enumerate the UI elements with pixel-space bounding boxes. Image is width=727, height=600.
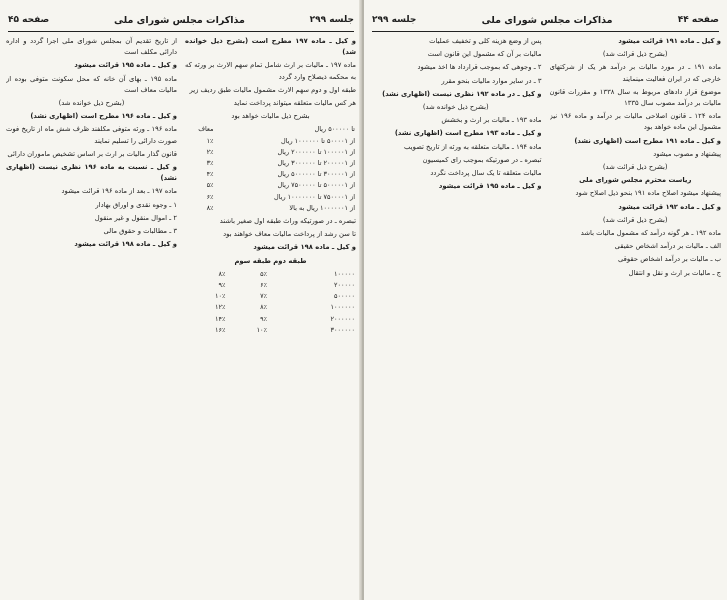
paragraph: و کیل ـ ماده ۱۹۳ مطرح است (اظهاری نشد) (394, 129, 542, 138)
table-caption: بشرح ذیل مالیات خواهد بود (231, 112, 310, 121)
rate-cell: ۱۰٪ (256, 325, 268, 334)
paragraph: موضوع قرار دادهای مربوط به سال ۱۳۳۸ و مقررات قانون مالیات بر درآمد مصوب سال ۱۳۳۵ (549, 87, 721, 108)
paragraph: ماده ۱۹۴ ـ مالیات متعلقه به ورثه از تاریخ تصویب (404, 142, 542, 151)
paragraph: ۲ ـ وجوهی که بموجب قرارداد ها اخذ میشود (417, 63, 542, 72)
paragraph: و کیل ـ در ماده ۱۹۲ نظری نیست (اظهاری نشد) (382, 89, 542, 98)
table-row (185, 325, 356, 336)
rate-cell: ۹٪ (260, 314, 268, 323)
text-column-left (370, 36, 542, 594)
left-page-columns (6, 36, 356, 594)
paragraph: تبصره ـ در صورتیکه وراث طبقه اول صغیر باشند (219, 217, 356, 226)
rate-cell: ۷٪ (260, 292, 268, 301)
paragraph: و کیل ـ ماده ۱۹۸ قرائت میشود (74, 240, 177, 249)
page-number: صفحه ۴۵ (8, 15, 50, 25)
paragraph: و کیل ـ ماده ۱۹۱ مطرح است (اظهاری نشد) (574, 136, 721, 145)
table-row (185, 180, 356, 191)
amount-cell: ۳۰۰۰۰۰۰ (330, 325, 355, 334)
paragraph: از تاریخ تقدیم آن بمجلس شورای ملی اجرا گردد و اداره دارائی مکلف است (6, 37, 177, 57)
amount-cell: ۲۰۰۰۰۰۰ (330, 314, 355, 323)
rate-cell: ۵٪ (206, 181, 214, 190)
amount-cell: ۱۰۰۰۰۰۰ (330, 303, 355, 312)
rate-cell: ۱۲٪ (215, 303, 226, 312)
table-row (185, 147, 356, 158)
bracket-cell: تا ۵۰۰۰۰۰ ریال (314, 125, 355, 134)
rate-cell: ۱۴٪ (215, 314, 226, 323)
paragraph: ماده ۱۹۲ ـ هر گونه درآمد که مشمول مالیات باشد (580, 229, 721, 238)
paragraph: و کیل ـ ماده ۱۹۷ مطرح است (بشرح ذیل خوانده شد) (185, 37, 356, 57)
paragraph: هر کس مالیات متعلقه میتواند پرداخت نماید (233, 99, 356, 108)
table-row (185, 302, 356, 313)
paragraph: و کیل ـ ماده ۱۹۸ قرائت میشود (253, 243, 356, 252)
paragraph: (بشرح ذیل قرائت شد) (602, 215, 668, 224)
amount-cell: ۱۰۰۰۰۰ (334, 269, 355, 278)
right-page (364, 0, 727, 600)
list-item: ج ـ مالیات بر ارث و نقل و انتقال (628, 268, 721, 277)
rate-cell: ۱٪ (206, 136, 214, 145)
bracket-cell: از ۲۰۰۰۰۰۱ تا ۳۰۰۰۰۰۰ ریال (277, 159, 355, 168)
rate-cell: ۸٪ (260, 303, 268, 312)
table-row (185, 280, 356, 291)
paragraph: (بشرح ذیل قرائت شد) (602, 50, 668, 59)
list-item: ۲ ـ اموال منقول و غیر منقول (94, 213, 177, 222)
table-row (185, 269, 356, 280)
page-title: مذاکرات مجلس شورای ملی (113, 14, 245, 26)
list-item: ۱ ـ وجوه نقدی و اوراق بهادار (95, 200, 177, 209)
paragraph: و کیل ـ ماده ۱۹۵ قرائت میشود (74, 61, 177, 70)
paragraph: تبصره ـ در صورتیکه بموجب رای کمیسیون (422, 155, 542, 164)
paragraph: ریاست محترم مجلس شورای ملی (579, 176, 692, 185)
list-item: ۳ ـ مطالبات و حقوق مالی (103, 227, 177, 236)
paragraph: ماده ۱۹۱ ـ در مورد مالیات بر درآمد هر یک از شرکتهای خارجی که در ایران فعالیت مینمایند (549, 63, 721, 83)
paragraph: پس از وضع هزینه کلی و تخفیف عملیات (429, 37, 542, 45)
paragraph: ماده ۱۹۳ ـ مالیات بر ارث و بخشش (441, 116, 542, 125)
rate-cell: ۸٪ (218, 269, 226, 278)
rate-cell: ۶٪ (206, 192, 214, 201)
table-caption: طبقه دوم طبقه سوم (234, 256, 307, 265)
paragraph: ماده ۱۹۷ ـ بعد از ماده ۱۹۶ قرائت میشود (61, 187, 177, 196)
rate-cell: ۴٪ (206, 170, 214, 179)
paragraph: تا سن رشد از پرداخت مالیات معاف خواهند بود (223, 230, 356, 239)
paragraph: و کیل ـ ماده ۱۹۶ مطرح است (اظهاری نشد) (30, 112, 177, 121)
paragraph: پیشنهاد میشود اصلاح ماده ۱۹۱ بنحو ذیل اصلاح شود (575, 189, 721, 198)
paragraph: و کیل ـ ماده ۱۹۵ قرائت میشود (438, 182, 542, 191)
rate-cell: ۱۰٪ (215, 292, 226, 301)
left-page-header (8, 12, 354, 32)
table-row (185, 291, 356, 302)
bracket-cell: از ۱۰۰۰۰۰۰۱ ریال به بالا (289, 203, 355, 212)
rate-cell: ۹٪ (218, 281, 226, 290)
text-column-left (6, 36, 177, 594)
class-rate-table (185, 269, 356, 336)
bracket-cell: از ۵۰۰۰۰۰۱ تا ۷۵۰۰۰۰۰ ریال (277, 181, 355, 190)
paragraph: ۳ ـ در سایر موارد مالیات بنحو مقرر (441, 76, 542, 85)
page-number: صفحه ۴۴ (677, 15, 719, 25)
table-row (185, 203, 356, 214)
left-page (0, 0, 362, 600)
text-column-right (550, 36, 722, 594)
rate-cell: ۸٪ (206, 203, 214, 212)
amount-cell: ۲۰۰۰۰۰ (334, 281, 355, 290)
bracket-cell: از ۵۰۰۰۰۱ تا ۱۰۰۰۰۰۰ ریال (280, 136, 355, 145)
amount-cell: ۵۰۰۰۰۰ (334, 292, 355, 301)
paragraph: و کیل ـ ماده ۱۹۲ قرائت میشود (618, 202, 721, 211)
paragraph: ماده ۱۹۶ ـ ورثه متوفی مکلفند ظرف شش ماه از تاریخ فوت صورت دارائی را تسلیم نمایند (6, 125, 177, 145)
page-title: مذاکرات مجلس شورای ملی (481, 14, 613, 26)
bracket-cell: از ۷۵۰۰۰۰۱ تا ۱۰۰۰۰۰۰۰ ریال (273, 192, 355, 201)
list-item: ب ـ مالیات بر درآمد اشخاص حقوقی (617, 255, 721, 264)
paragraph: طبقه اول و دوم سهم الارث مشمول مالیات طبق ردیف زیر (189, 85, 356, 94)
rate-cell: ۶٪ (260, 281, 268, 290)
table-row (185, 158, 356, 169)
bracket-cell: از ۳۰۰۰۰۰۱ تا ۵۰۰۰۰۰۰ ریال (277, 170, 355, 179)
paragraph: ماده ۱۲۴ ـ قانون اصلاحی مالیات بر درآمد و ماده ۱۹۶ نیز مشمول این ماده خواهد بود (549, 112, 721, 132)
tax-rate-table (185, 124, 356, 214)
session-label: جلسه ۲۹۹ (309, 15, 354, 25)
text-column-right (185, 36, 356, 594)
paragraph: قانون گذار مالیات بر ارث بر اساس تشخیص ماموران دارائی (7, 149, 177, 158)
table-row (185, 124, 356, 135)
rate-cell: ۵٪ (260, 269, 268, 278)
table-row (185, 192, 356, 203)
session-label: جلسه ۲۹۹ (372, 15, 417, 25)
rate-cell: ۲٪ (206, 147, 214, 156)
right-page-columns (370, 36, 721, 594)
paragraph: مالیات متعلقه تا یک سال پرداخت نگردد (430, 169, 542, 178)
paragraph: و کیل ـ ماده ۱۹۱ قرائت میشود (618, 37, 721, 45)
right-page-header (372, 12, 719, 32)
paragraph: و کیل ـ نسبت به ماده ۱۹۶ نظری نیست (اظهاری نشد) (6, 163, 177, 183)
paragraph: مالیات بر آن که مشمول این قانون است (427, 50, 542, 59)
rate-cell: ۱۶٪ (215, 325, 226, 334)
paragraph: پیشنهاد و مصوب میشود (653, 149, 721, 158)
list-item: الف ـ مالیات بر درآمد اشخاص حقیقی (614, 242, 721, 251)
paragraph: ماده ۱۹۷ ـ مالیات بر ارث شامل تمام سهم الارث بر ورثه که به محکمه ذیصلاح وارد گردد (185, 61, 356, 81)
paragraph: (بشرح ذیل خوانده شد) (422, 103, 489, 112)
table-row (185, 169, 356, 180)
bracket-cell: از ۱۰۰۰۰۰۱ تا ۲۰۰۰۰۰۰ ریال (277, 147, 355, 156)
table-row (185, 314, 356, 325)
rate-cell: معاف (198, 125, 214, 134)
paragraph: ماده ۱۹۵ ـ بهای آن خانه که محل سکونت متوفی بوده از مالیات معاف است (6, 74, 177, 94)
table-row (185, 136, 356, 147)
paragraph: (بشرح ذیل خوانده شد) (58, 99, 125, 108)
rate-cell: ۳٪ (206, 159, 214, 168)
paragraph: (بشرح ذیل قرائت شد) (602, 163, 668, 172)
